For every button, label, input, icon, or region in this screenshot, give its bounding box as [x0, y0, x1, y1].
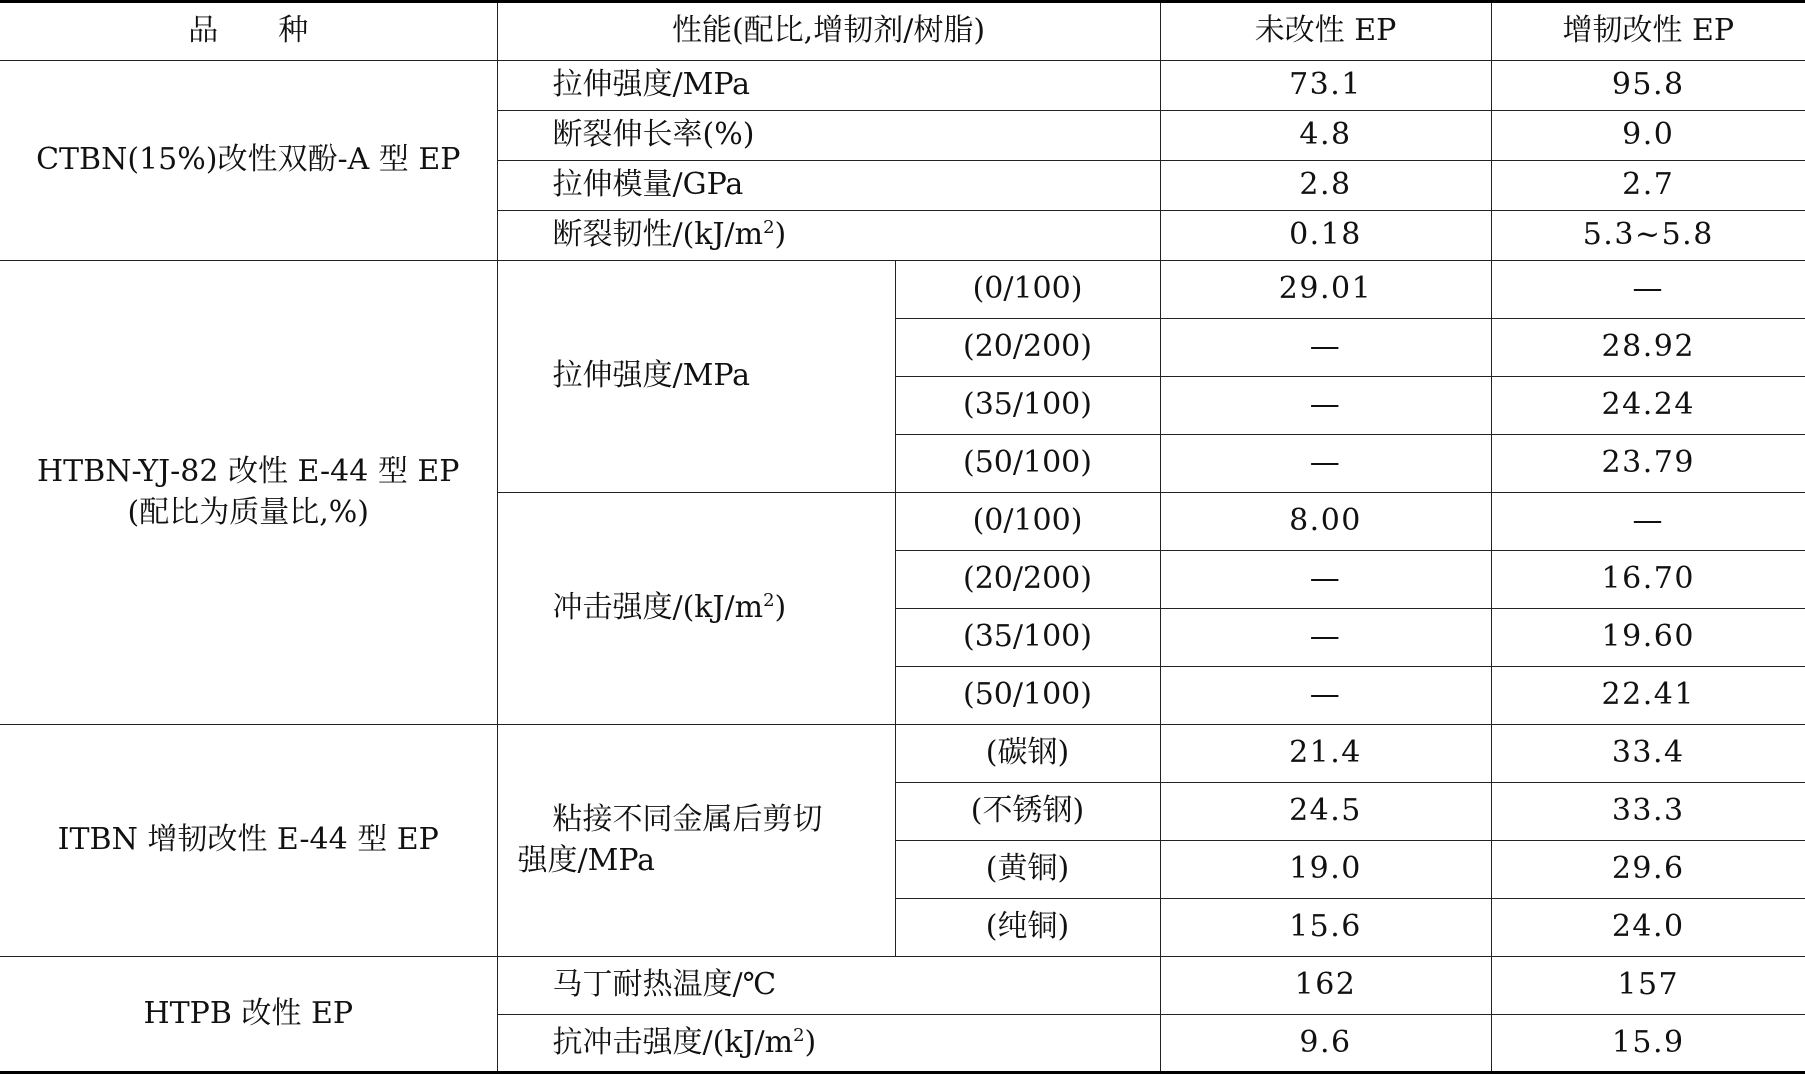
property-cell: 拉伸强度/MPa — [497, 61, 1160, 111]
header-property: 性能(配比,增韧剂/树脂) — [497, 2, 1160, 61]
table-row — [0, 261, 1805, 319]
value-modified: 24.24 — [1491, 377, 1805, 435]
ratio-cell: (不锈钢) — [895, 783, 1160, 841]
value-modified: — — [1491, 261, 1805, 319]
ratio-cell: (20/200) — [895, 551, 1160, 609]
ratio-cell: (碳钢) — [895, 725, 1160, 783]
property-cell: 拉伸模量/GPa — [497, 161, 1160, 211]
ratio-cell: (0/100) — [895, 261, 1160, 319]
value-unmodified: — — [1160, 319, 1491, 377]
property-tail: ) — [774, 217, 787, 253]
property-line: 粘接不同金属后剪切 — [552, 802, 823, 837]
property-cell: 马丁耐热温度/℃ — [497, 957, 1160, 1015]
property-cell — [497, 493, 895, 725]
property-line: 强度/MPa — [517, 842, 656, 878]
property-cell — [497, 211, 1160, 261]
variety-itbn: ITBN 增韧改性 E-44 型 EP — [0, 725, 497, 957]
value-unmodified: 8.00 — [1160, 493, 1491, 551]
header-variety: 品 种 — [0, 2, 497, 61]
value-modified: 5.3~5.8 — [1491, 211, 1805, 261]
table-row — [0, 725, 1805, 783]
value-unmodified: — — [1160, 435, 1491, 493]
value-unmodified: — — [1160, 609, 1491, 667]
property-text: 断裂韧性/(kJ/m — [552, 217, 764, 253]
value-unmodified: 24.5 — [1160, 783, 1491, 841]
value-unmodified: 29.01 — [1160, 261, 1491, 319]
superscript: 2 — [763, 590, 775, 612]
value-unmodified: 21.4 — [1160, 725, 1491, 783]
ratio-cell: (0/100) — [895, 493, 1160, 551]
value-modified: 15.9 — [1491, 1015, 1805, 1073]
ratio-cell: (35/100) — [895, 377, 1160, 435]
value-unmodified: 15.6 — [1160, 899, 1491, 957]
variety-htbn — [0, 261, 497, 725]
value-unmodified: 4.8 — [1160, 111, 1491, 161]
ratio-cell: (50/100) — [895, 667, 1160, 725]
value-modified: 28.92 — [1491, 319, 1805, 377]
value-modified: — — [1491, 493, 1805, 551]
variety-htpb: HTPB 改性 EP — [0, 957, 497, 1073]
table-row — [0, 957, 1805, 1015]
value-modified: 16.70 — [1491, 551, 1805, 609]
value-modified: 9.0 — [1491, 111, 1805, 161]
value-modified: 24.0 — [1491, 899, 1805, 957]
property-cell: 断裂伸长率(%) — [497, 111, 1160, 161]
variety-line: HTBN-YJ-82 改性 E-44 型 EP — [37, 454, 460, 489]
table-header-row — [0, 2, 1805, 61]
property-text: 冲击强度/(kJ/m — [552, 590, 764, 626]
ratio-cell: (20/200) — [895, 319, 1160, 377]
value-unmodified: 19.0 — [1160, 841, 1491, 899]
value-unmodified: 73.1 — [1160, 61, 1491, 111]
value-modified: 33.3 — [1491, 783, 1805, 841]
value-modified: 95.8 — [1491, 61, 1805, 111]
ratio-cell: (纯铜) — [895, 899, 1160, 957]
property-cell — [497, 725, 895, 957]
ratio-cell: (黄铜) — [895, 841, 1160, 899]
value-modified: 2.7 — [1491, 161, 1805, 211]
value-modified: 29.6 — [1491, 841, 1805, 899]
table-row — [0, 61, 1805, 111]
value-unmodified: — — [1160, 377, 1491, 435]
ratio-cell: (50/100) — [895, 435, 1160, 493]
property-text: 抗冲击强度/(kJ/m — [552, 1024, 794, 1060]
property-cell: 拉伸强度/MPa — [497, 261, 895, 493]
value-modified: 33.4 — [1491, 725, 1805, 783]
value-modified: 157 — [1491, 957, 1805, 1015]
variety-line: (配比为质量比,%) — [127, 494, 369, 530]
value-unmodified: 9.6 — [1160, 1015, 1491, 1073]
value-unmodified: 0.18 — [1160, 211, 1491, 261]
value-unmodified: 2.8 — [1160, 161, 1491, 211]
ratio-cell: (35/100) — [895, 609, 1160, 667]
value-modified: 22.41 — [1491, 667, 1805, 725]
superscript: 2 — [793, 1024, 805, 1046]
property-tail: ) — [804, 1024, 817, 1060]
header-modified: 增韧改性 EP — [1491, 2, 1805, 61]
header-unmodified: 未改性 EP — [1160, 2, 1491, 61]
superscript: 2 — [763, 217, 775, 239]
property-cell — [497, 1015, 1160, 1073]
property-tail: ) — [774, 590, 787, 626]
value-modified: 19.60 — [1491, 609, 1805, 667]
variety-ctbn: CTBN(15%)改性双酚-A 型 EP — [0, 61, 497, 261]
value-unmodified: — — [1160, 667, 1491, 725]
value-unmodified: — — [1160, 551, 1491, 609]
value-unmodified: 162 — [1160, 957, 1491, 1015]
value-modified: 23.79 — [1491, 435, 1805, 493]
